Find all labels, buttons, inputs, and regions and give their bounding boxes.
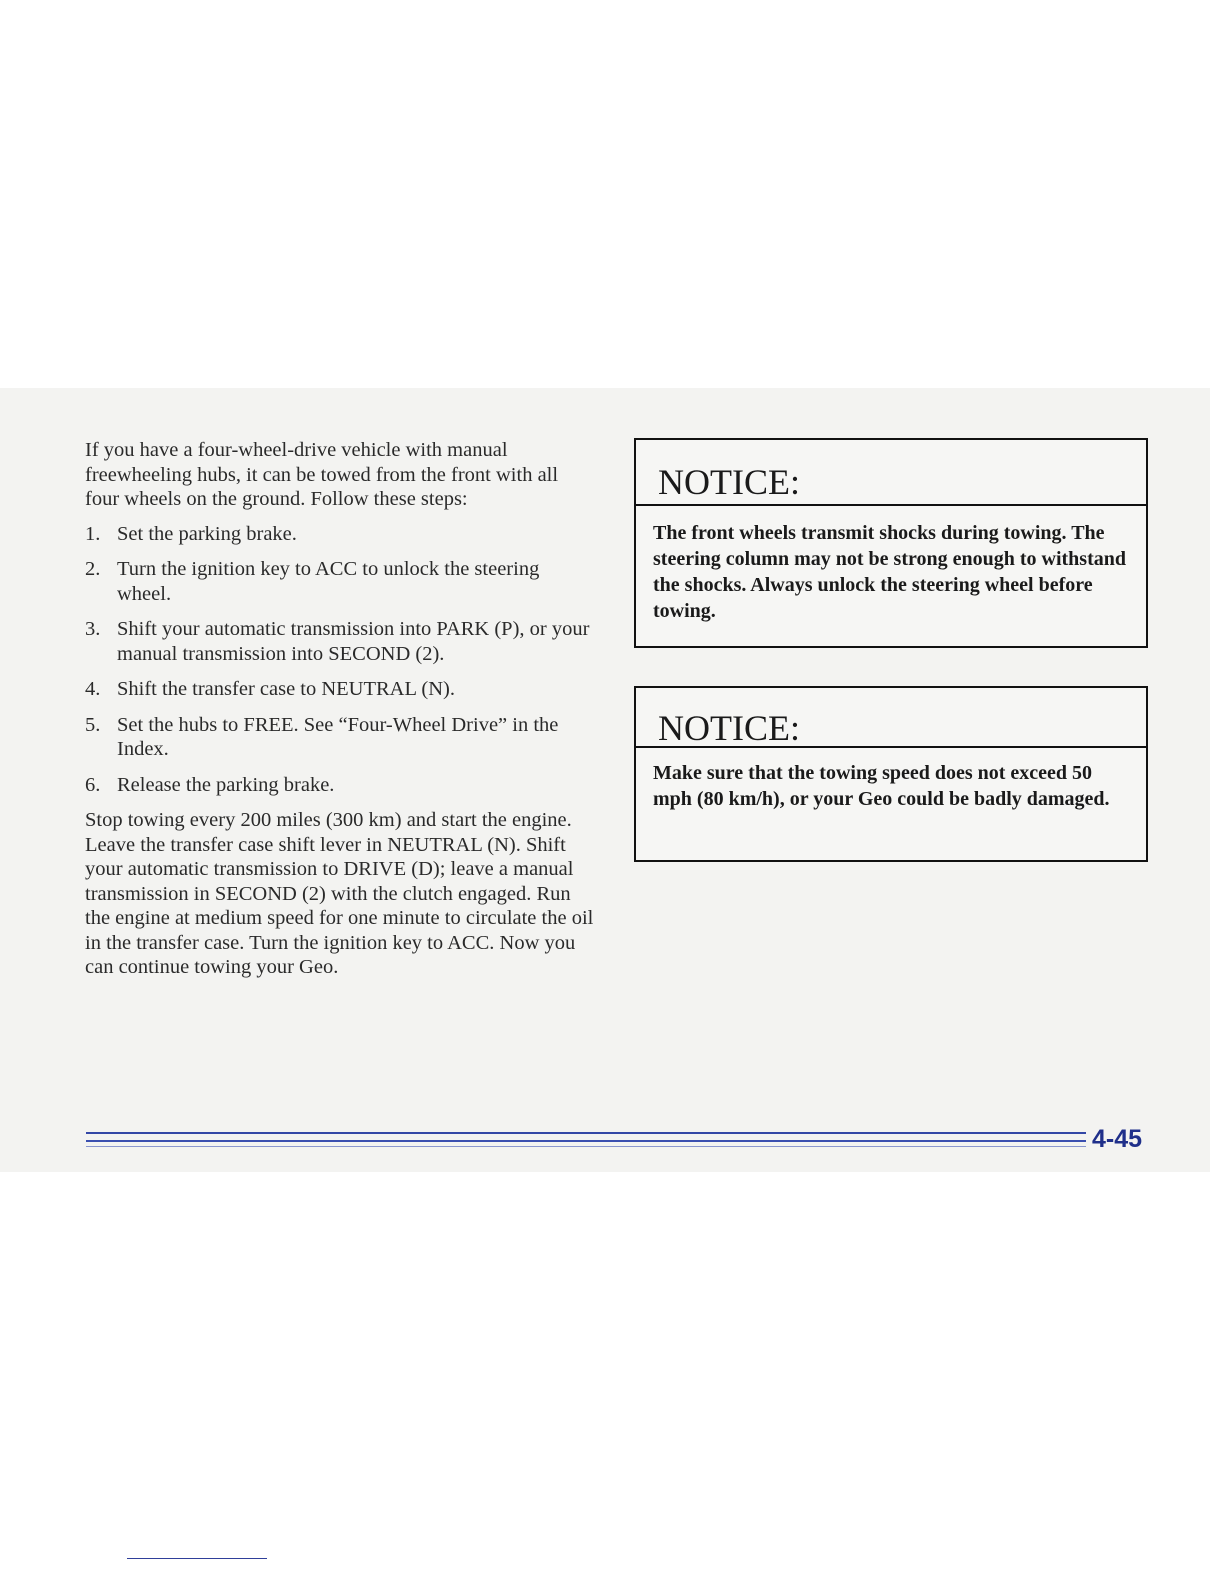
step-text: Shift the transfer case to NEUTRAL (N). (117, 678, 455, 700)
notice-heading: NOTICE: (658, 708, 800, 748)
footer-rule (86, 1132, 1086, 1134)
steps-list (85, 522, 595, 798)
towing-instructions (85, 438, 595, 980)
step-number: 1. (85, 522, 101, 545)
step-text: Turn the ignition key to ACC to unlock the steering wheel. (117, 558, 540, 605)
step-number: 6. (85, 773, 101, 796)
footer-rule (86, 1140, 1086, 1142)
footer-rule (86, 1146, 1086, 1147)
step-number: 2. (85, 558, 101, 580)
step-number: 3. (85, 618, 101, 640)
bottom-divider (127, 1558, 267, 1559)
notice-body: The front wheels transmit shocks during towing. The steering column may not be strong enough to withstand the shocks. Always unlock the steering wheel before towing. (653, 522, 1126, 622)
step-number: 4. (85, 678, 101, 700)
step-text: Set the hubs to FREE. See “Four-Wheel Drive” in the Index. (117, 713, 559, 760)
step-item (85, 522, 595, 547)
notice-body: Make sure that the towing speed does not exceed 50 mph (80 km/h), or your Geo could be badly damaged. (653, 762, 1110, 810)
step-item (85, 773, 595, 798)
step-item (85, 557, 595, 606)
notice-box-speed (634, 686, 1148, 862)
step-item (85, 677, 595, 702)
step-text: Release the parking brake. (117, 773, 335, 796)
step-number: 5. (85, 713, 101, 736)
intro-paragraph: If you have a four-wheel-drive vehicle with manual freewheeling hubs, it can be towed from the front with all four wheels on the ground. Follow these steps: (85, 439, 559, 510)
notice-box-steering (634, 438, 1148, 648)
step-text: Set the parking brake. (117, 522, 297, 545)
page-number: 4-45 (1092, 1125, 1143, 1153)
step-text: Shift your automatic transmission into PARK (P), or your manual transmission into SECOND (2). (117, 618, 590, 665)
closing-paragraph: Stop towing every 200 miles (300 km) and start the engine. Leave the transfer case shift lever in NEUTRAL (N). Shift your automatic transmission to DRIVE (D); leave a manual transmission in SECOND (2) with the clutch engaged. Run the engine at medium speed for one minute to circulate the oil in the transfer case. Turn the ignition key to ACC. Now you can continue towing your Geo. (85, 809, 594, 978)
notice-heading: NOTICE: (658, 462, 800, 502)
step-item (85, 713, 595, 762)
step-item (85, 617, 595, 666)
